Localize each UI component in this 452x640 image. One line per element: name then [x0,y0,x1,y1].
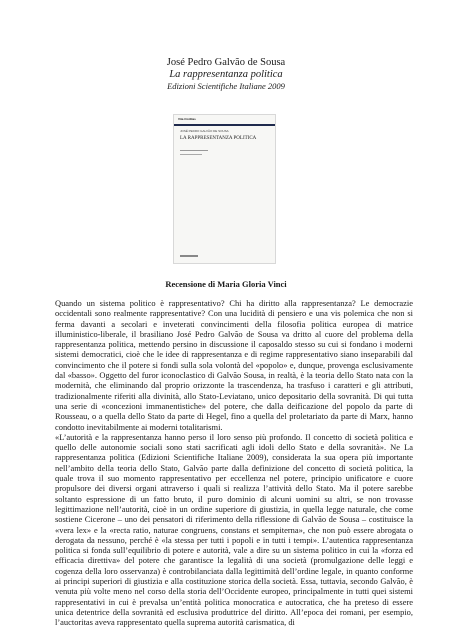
cover-title-text: LA RAPPRESENTANZA POLITICA [180,136,257,141]
cover-series-label: Vita Civilitas [178,117,196,121]
book-publisher: Edizioni Scientifiche Italiane 2009 [167,81,285,91]
review-heading: Recensione di Maria Gloria Vinci [165,279,287,289]
cover-rule [180,150,208,151]
cover-publisher-logo [180,255,198,257]
book-author: José Pedro Galvão de Sousa [166,57,286,68]
cover-band [174,124,275,126]
book-title: La rappresentanza politica [169,69,283,80]
review-paragraph: «L’autorità e la rappresentanza hanno perso il loro senso più profondo. Il concetto di società politica e quello delle autonomie sociali sono stati sacrificati agli idoli dello Stato e della sovranità». Ne La rappresentanza politica (Edizioni Scientifiche Italiane 2009), considerata la sua opera più importante nell’ambito della teoria dello Stato, Galvão parte dalla definizione del concetto di società politica, la quale trova il suo momento rappresentativo per eccellenza nel potere, principio unificatore e cuore propulsore dei diversi organi attraverso i quali si realizza l’attività dello Stato. Ma il potere sarebbe soltanto espressione di un fatto bruto, il puro dominio di alcuni uomini su altri, se non trovasse legittimazione nell’autorità, cioè in un ordine superiore di giustizia, in quella legge naturale, che come sostiene Cicerone – uno dei pensatori di riferimento della riflessione di Galvão de Sousa – costituisce la «vera lex» e la «recta ratio, naturae congruens, constans et sempiterna», che non può essere abrogata o derogata da nessuno, perché è «la stessa per tutti i popoli e in tutti i tempi». L’autentica rappresentanza politica si fonda sull’equilibrio di potere e autorità, vale a dire su un sistema politico in cui la «forza ed efficacia direttiva» del potere che garantisce la legalità di una società (promulgazione delle leggi e cogenza della loro osservanza) è controbilanciata dalla legittimità dell’ordine legale, in quanto conforme ai principi superiori di giustizia e alla costituzione storica della società. Essa, tuttavia, secondo Galvão, è venuta più volte meno nel corso della storia dell’Occidente europeo, principalmente in tutti quei sistemi rappresentativi in cui è prevalsa un’entità politica monocratica e autocratica, che ha preteso di essere unica detentrice della sovranità ed esclusiva produttrice del diritto. All’epoca dei romani, per esempio, l’auctoritas aveva rappresentato quella suprema autorità carismatica, di [55,431,413,628]
review-body [55,298,413,628]
cover-title [180,136,256,142]
book-cover-image [173,114,276,264]
cover-rule [180,154,202,155]
cover-author: JOSÉ PEDRO GALVÃO DE SOUSA [180,129,229,133]
review-paragraph: Quando un sistema politico è rappresentativo? Chi ha diritto alla rappresentanza? Le democrazie occidentali sono realmente rappresentative? Con una lucidità di pensiero e una vis polemica che non si ferma davanti a secolari e inveterati convincimenti della filosofia politica europea di matrice illuministico-liberale, il brasiliano José Pedro Galvão de Sousa va dritto al cuore del problema della rappresentanza politica, mettendo persino in discussione il caposaldo stesso su cui si fondano i moderni sistemi democratici, cioè che le idee di rappresentanza e di regime rappresentativo siano inseparabili dal convincimento che il potere si fondi sulla sola volontà del «popolo» e, dunque, provenga esclusivamente dal «basso». Oggetto del furor iconoclastico di Galvão Sousa, in realtà, è la teoria dello Stato nata con la modernità, che eliminando dal proprio orizzonte la trascendenza, ha trasfuso i caratteri e gli attributi, tradizionalmente riferiti alla divinità, allo Stato-Leviatano, unico depositario della sovranità. Di qui tutta una serie di «concezioni immanentistiche» del potere, che dalla deificazione del popolo da parte di Rousseau, o a quella dello Stato da parte di Hegel, fino a quella del proletariato da parte di Marx, hanno condotto inevitabilmente ai moderni totalitarismi. [55,298,413,432]
book-header [0,57,452,92]
